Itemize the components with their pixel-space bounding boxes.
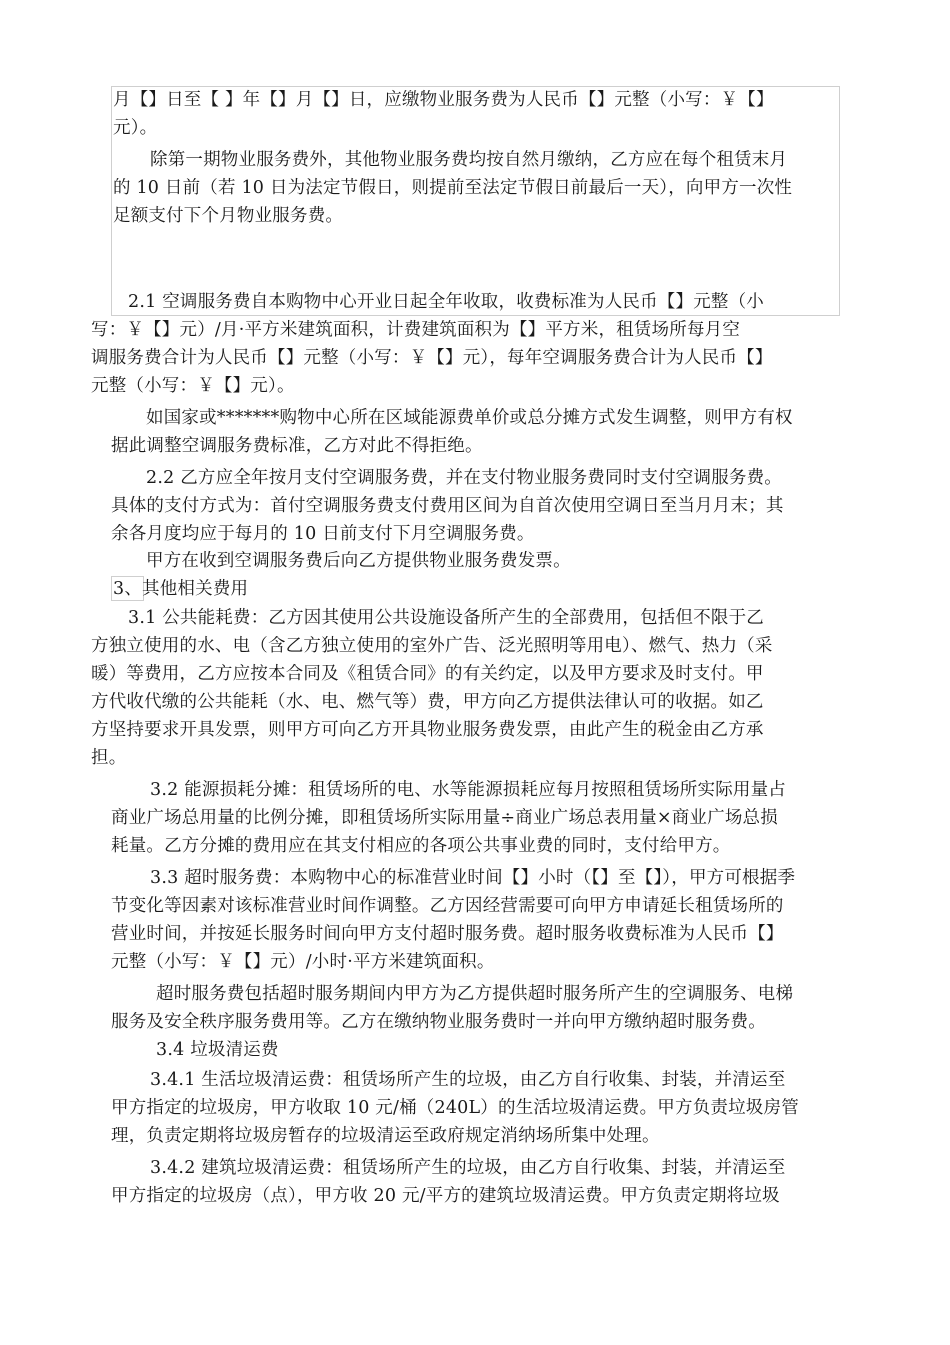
text-line: 服务及安全秩序服务费用等。乙方在缴纳物业服务费时一并向甲方缴纳超时服务费。 [111, 1012, 766, 1032]
text-line: 3.4 垃圾清运费 [156, 1040, 279, 1060]
text-line: 元整（小写：￥【】元）。 [91, 376, 295, 396]
text-line: 耗量。乙方分摊的费用应在其支付相应的各项公共事业费的同时，支付给甲方。 [111, 836, 731, 856]
text-line: 2.2 乙方应全年按月支付空调服务费，并在支付物业服务费同时支付空调服务费。 [146, 468, 782, 488]
text-line: 商业广场总用量的比例分摊，即租赁场所实际用量÷商业广场总表用量×商业广场总损 [111, 808, 778, 828]
text-line: 2.1 空调服务费自本购物中心开业日起全年收取，收费标准为人民币【】元整（小 [128, 292, 764, 312]
text-line: 3.2 能源损耗分摊：租赁场所的电、水等能源损耗应每月按照租赁场所实际用量占 [150, 780, 786, 800]
text-line: 甲方指定的垃圾房（点），甲方收 20 元/平方的建筑垃圾清运费。甲方负责定期将垃圾 [111, 1186, 780, 1206]
text-line: 余各月度均应于每月的 10 日前支付下月空调服务费。 [111, 524, 535, 544]
text-line: 据此调整空调服务费标准，乙方对此不得拒绝。 [111, 436, 483, 456]
text-line: 的 10 日前（若 10 日为法定节假日，则提前至法定节假日前最后一天），向甲方一次性 [113, 178, 793, 198]
text-line: 月【】日至【 】年【】月【】日，应缴物业服务费为人民币【】元整（小写：￥【】 [113, 90, 774, 110]
text-line: 超时服务费包括超时服务期间内甲方为乙方提供超时服务所产生的空调服务、电梯 [156, 984, 794, 1004]
text-line: 3、其他相关费用 [113, 579, 249, 599]
text-line: 节变化等因素对该标准营业时间作调整。乙方因经营需要可向甲方申请延长租赁场所的 [111, 896, 784, 916]
text-line: 3.4.1 生活垃圾清运费：租赁场所产生的垃圾，由乙方自行收集、封装，并清运至 [150, 1070, 786, 1090]
text-line: 3.3 超时服务费：本购物中心的标准营业时间【】小时（【】至【】），甲方可根据季 [150, 868, 796, 888]
text-line: 元整（小写：￥【】元）/小时·平方米建筑面积。 [111, 952, 495, 972]
text-line: 调服务费合计为人民币【】元整（小写：￥【】元），每年空调服务费合计为人民币【】 [91, 348, 773, 368]
text-line: 理，负责定期将垃圾房暂存的垃圾清运至政府规定消纳场所集中处理。 [111, 1126, 660, 1146]
text-line: 3.4.2 建筑垃圾清运费：租赁场所产生的垃圾，由乙方自行收集、封装，并清运至 [150, 1158, 786, 1178]
text-line: 方独立使用的水、电（含乙方独立使用的室外广告、泛光照明等用电）、燃气、热力（采 [91, 636, 773, 656]
text-line: 写：￥【】元）/月·平方米建筑面积，计费建筑面积为【】平方米，租赁场所每月空 [91, 320, 741, 340]
text-line: 方代收代缴的公共能耗（水、电、燃气等）费，甲方向乙方提供法律认可的收据。如乙 [91, 692, 764, 712]
text-line: 元）。 [113, 118, 158, 138]
text-line: 足额支付下个月物业服务费。 [113, 206, 344, 226]
text-line: 暖）等费用，乙方应按本合同及《租赁合同》的有关约定，以及甲方要求及时支付。甲 [91, 664, 764, 684]
text-line: 3.1 公共能耗费：乙方因其使用公共设施设备所产生的全部费用，包括但不限于乙 [128, 608, 764, 628]
frame-border [111, 86, 840, 316]
text-line: 除第一期物业服务费外，其他物业服务费均按自然月缴纳，乙方应在每个租赁末月 [150, 150, 788, 170]
text-line: 甲方指定的垃圾房，甲方收取 10 元/桶（240L）的生活垃圾清运费。甲方负责垃圾房管 [111, 1098, 799, 1118]
text-line: 方坚持要求开具发票，则甲方可向乙方开具物业服务费发票，由此产生的税金由乙方承 [91, 720, 764, 740]
text-line: 担。 [91, 748, 127, 768]
text-line: 如国家或*******购物中心所在区域能源费单价或总分摊方式发生调整，则甲方有权 [146, 408, 793, 428]
text-line: 具体的支付方式为：首付空调服务费支付费用区间为自首次使用空调日至当月月末；其 [111, 496, 784, 516]
text-line: 营业时间，并按延长服务时间向甲方支付超时服务费。超时服务收费标准为人民币【】 [111, 924, 784, 944]
text-line: 甲方在收到空调服务费后向乙方提供物业服务费发票。 [146, 551, 571, 571]
